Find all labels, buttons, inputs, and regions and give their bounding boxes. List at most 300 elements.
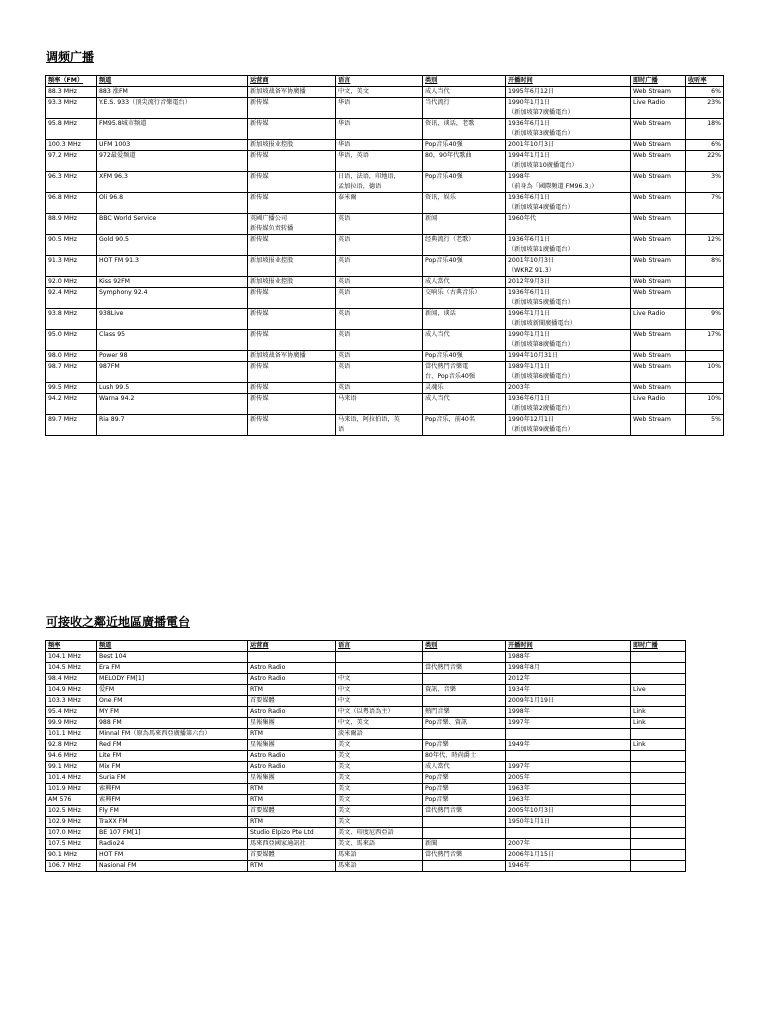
table-cell: 101.9 MHz xyxy=(46,784,97,795)
table-cell: Class 95 xyxy=(97,330,248,351)
table-cell xyxy=(631,806,686,817)
table-cell xyxy=(423,861,506,872)
table-cell: 90.1 MHz xyxy=(46,850,97,861)
table-cell: FM95.8城市频道 xyxy=(97,119,248,140)
table-cell: 98.0 MHz xyxy=(46,351,97,362)
table-cell: 2003年 xyxy=(506,383,631,394)
table-cell: 96.3 MHz xyxy=(46,172,97,193)
table-row xyxy=(46,795,686,806)
table-cell: 英语 xyxy=(336,309,423,330)
table-cell: HOT FM xyxy=(97,850,248,861)
table-cell: Link xyxy=(631,707,686,718)
table-cell: Pop音樂、資訊 xyxy=(423,718,506,729)
table-cell: 新加坡报业控股 xyxy=(248,277,336,288)
table-cell: 18% xyxy=(686,119,724,140)
table-cell: 102.9 MHz xyxy=(46,817,97,828)
table-cell: 新传媒 xyxy=(248,172,336,193)
table-cell: 資訊、音樂 xyxy=(423,685,506,696)
table-cell: Live Radio xyxy=(631,98,686,119)
table-cell: 12% xyxy=(686,235,724,256)
table-cell: 1998年 xyxy=(506,707,631,718)
table-row xyxy=(46,674,686,685)
table-cell: Minnal FM（原為馬來西亞廣播第六台） xyxy=(97,729,248,740)
table-row xyxy=(46,652,686,663)
table-cell: 1997年 xyxy=(506,718,631,729)
table-cell: 1994年1月1日 （新加坡第10廣播電台） xyxy=(506,151,631,172)
table-row xyxy=(46,762,686,773)
table-row xyxy=(46,663,686,674)
table-cell: 1963年 xyxy=(506,784,631,795)
table-cell: Web Stream xyxy=(631,362,686,383)
table-cell: 2001年10月3日 （WKRZ 91.3） xyxy=(506,256,631,277)
table-cell: Best 104 xyxy=(97,652,248,663)
table-cell: 5% xyxy=(686,415,724,436)
table-cell: 1994年10月31日 xyxy=(506,351,631,362)
table-cell: 1936年6月1日 （新加坡第3廣播電台） xyxy=(506,119,631,140)
table-cell: 101.1 MHz xyxy=(46,729,97,740)
table-cell xyxy=(631,674,686,685)
table-cell: 1990年1月1日 （新加坡第8廣播電台） xyxy=(506,330,631,351)
column-header: 类别 xyxy=(423,76,506,87)
table-cell: 中文（以粤语為主） xyxy=(336,707,423,718)
table-row xyxy=(46,828,686,839)
table-cell: TraXX FM xyxy=(97,817,248,828)
table-cell: BBC World Service xyxy=(97,214,248,235)
table-cell: 1936年6月1日 （新加坡第5廣播電台） xyxy=(506,288,631,309)
table-cell: 当代流行 xyxy=(423,98,506,119)
table-cell: Web Stream xyxy=(631,235,686,256)
table-cell xyxy=(336,652,423,663)
table-cell: 1988年 xyxy=(506,652,631,663)
table-cell: 马来语 xyxy=(336,394,423,415)
table-cell: 95.8 MHz xyxy=(46,119,97,140)
table-cell xyxy=(686,383,724,394)
table-cell: 3% xyxy=(686,172,724,193)
table-row xyxy=(46,256,724,277)
table-cell: 英语 xyxy=(336,256,423,277)
table-cell: 2005年 xyxy=(506,773,631,784)
table-cell: 美文 xyxy=(336,784,423,795)
table-cell: 星報集團 xyxy=(248,740,336,751)
table-cell: Astro Radio xyxy=(248,707,336,718)
table-cell: 英语 xyxy=(336,351,423,362)
table-cell: 交响乐（古典音乐） xyxy=(423,288,506,309)
table-cell: 2012年 xyxy=(506,674,631,685)
table-row xyxy=(46,773,686,784)
table-cell xyxy=(631,663,686,674)
table-cell: 美文 xyxy=(336,817,423,828)
table-cell: Symphony 92.4 xyxy=(97,288,248,309)
table-cell: XFM 96.3 xyxy=(97,172,248,193)
table-cell xyxy=(631,861,686,872)
table-cell: 馬來語 xyxy=(336,861,423,872)
table-cell: 美文、印度尼西亞語 xyxy=(336,828,423,839)
table-cell: Link xyxy=(631,718,686,729)
table-row xyxy=(46,87,724,98)
table-cell: 新传媒 xyxy=(248,193,336,214)
table-cell: 1997年 xyxy=(506,762,631,773)
table-cell: 7% xyxy=(686,193,724,214)
table-cell: 2006年1月15日 xyxy=(506,850,631,861)
table-cell: Lite FM xyxy=(97,751,248,762)
table-cell: Pop音樂 xyxy=(423,773,506,784)
table-cell: 80年代、時尚爵士 xyxy=(423,751,506,762)
table-cell: RTM xyxy=(248,784,336,795)
table-cell xyxy=(686,351,724,362)
table-cell: 1936年6月1日 （新加坡第4廣播電台） xyxy=(506,193,631,214)
table-row xyxy=(46,861,686,872)
table-cell: Studio Elpizo Pte Ltd xyxy=(248,828,336,839)
table-cell: 首要媒體 xyxy=(248,806,336,817)
table-cell: 新传媒 xyxy=(248,415,336,436)
table-cell: 88.3 MHz xyxy=(46,87,97,98)
column-header: 语言 xyxy=(336,76,423,87)
table-cell xyxy=(423,696,506,707)
table-cell: 98.7 MHz xyxy=(46,362,97,383)
table-cell: 1946年 xyxy=(506,861,631,872)
table-cell: Oli 96.8 xyxy=(97,193,248,214)
table-cell: 华语，英语 xyxy=(336,151,423,172)
table-cell: 美文 xyxy=(336,740,423,751)
table-cell: 80，90年代歌曲 xyxy=(423,151,506,172)
column-header: 即时广播 xyxy=(631,641,686,652)
table-cell: Nasional FM xyxy=(97,861,248,872)
table-cell: 成人當代 xyxy=(423,762,506,773)
table-cell: 1998年 （前身為「國際頻道 FM96.3」） xyxy=(506,172,631,193)
table-cell: 成人当代 xyxy=(423,87,506,98)
table-cell: 101.4 MHz xyxy=(46,773,97,784)
table-cell: RTM xyxy=(248,795,336,806)
table-header-row xyxy=(46,641,686,652)
table-cell: 英语 xyxy=(336,277,423,288)
table-cell: Mix FM xyxy=(97,762,248,773)
table-cell: RTM xyxy=(248,817,336,828)
table-cell: 17% xyxy=(686,330,724,351)
table-cell: 104.9 MHz xyxy=(46,685,97,696)
table-cell: 成人當代 xyxy=(423,277,506,288)
table-cell: 2012年9月3日 xyxy=(506,277,631,288)
table-cell: 英语 xyxy=(336,288,423,309)
table-cell: 资讯，谈话，老歌 xyxy=(423,119,506,140)
table-cell: 106.7 MHz xyxy=(46,861,97,872)
table-cell: 1934年 xyxy=(506,685,631,696)
table-cell xyxy=(506,751,631,762)
table-cell: 987FM xyxy=(97,362,248,383)
table-cell: 新加坡战备军协廣播 xyxy=(248,87,336,98)
table-cell: 美文 xyxy=(336,795,423,806)
table-cell: 新传媒 xyxy=(248,309,336,330)
table-cell: Web Stream xyxy=(631,351,686,362)
table-cell: Pop音乐40强 xyxy=(423,172,506,193)
table-cell: Web Stream xyxy=(631,330,686,351)
table-cell: Live xyxy=(631,685,686,696)
column-header: 运营商 xyxy=(248,76,336,87)
column-header: 开播时间 xyxy=(506,641,631,652)
table-cell: 1990年1月1日 （新加坡第7廣播電台） xyxy=(506,98,631,119)
table-cell: Web Stream xyxy=(631,193,686,214)
table-cell: Pop音樂 xyxy=(423,784,506,795)
table-row xyxy=(46,98,724,119)
table-cell: 美文 xyxy=(336,806,423,817)
table-cell: 成人当代 xyxy=(423,394,506,415)
table-header-row xyxy=(46,76,724,87)
table-cell: 93.8 MHz xyxy=(46,309,97,330)
table-cell: 當代熱門音樂 xyxy=(423,850,506,861)
table-cell: 新传媒 xyxy=(248,119,336,140)
table-cell xyxy=(506,729,631,740)
table-cell: 1996年1月1日 （新加坡新聞廣播電台） xyxy=(506,309,631,330)
table-row xyxy=(46,193,724,214)
table-cell: Web Stream xyxy=(631,277,686,288)
table-cell xyxy=(631,652,686,663)
table-cell: 新传媒 xyxy=(248,151,336,172)
table-row xyxy=(46,235,724,256)
table-cell: Power 98 xyxy=(97,351,248,362)
table-cell: 英语 xyxy=(336,362,423,383)
table-cell: 95.4 MHz xyxy=(46,707,97,718)
table-cell: Pop音樂 xyxy=(423,740,506,751)
table-cell: 新加坡报业控股 xyxy=(248,256,336,277)
table-cell xyxy=(631,850,686,861)
table-cell xyxy=(248,652,336,663)
table-cell: Web Stream xyxy=(631,140,686,151)
table-cell: 2001年10月3日 xyxy=(506,140,631,151)
table-cell: 2005年10月3日 xyxy=(506,806,631,817)
table-cell: Web Stream xyxy=(631,119,686,140)
table-cell: 1936年6月1日 （新加坡第2廣播電台） xyxy=(506,394,631,415)
table-row xyxy=(46,751,686,762)
table-row xyxy=(46,277,724,288)
table-cell xyxy=(686,288,724,309)
table-cell: Astro Radio xyxy=(248,674,336,685)
table-cell: 6% xyxy=(686,87,724,98)
table-cell: 94.2 MHz xyxy=(46,394,97,415)
column-header: 即时广播 xyxy=(631,76,686,87)
table-cell: 94.6 MHz xyxy=(46,751,97,762)
table-cell: 中文 xyxy=(336,674,423,685)
table-cell: BE 107 FM[1] xyxy=(97,828,248,839)
table-row xyxy=(46,309,724,330)
table-cell: 102.5 MHz xyxy=(46,806,97,817)
table-cell: 馬來西亞國家通訊社 xyxy=(248,839,336,850)
column-header: 运营商 xyxy=(248,641,336,652)
table-cell: 星報集團 xyxy=(248,773,336,784)
table-cell: Web Stream xyxy=(631,383,686,394)
table-cell xyxy=(631,817,686,828)
table-cell: RTM xyxy=(248,685,336,696)
table-cell: 新传媒 xyxy=(248,288,336,309)
table-cell: 新传媒 xyxy=(248,330,336,351)
table-cell: Lush 99.5 xyxy=(97,383,248,394)
table-cell: 89.7 MHz xyxy=(46,415,97,436)
table-cell: 美文、馬來語 xyxy=(336,839,423,850)
table-cell: Radio24 xyxy=(97,839,248,850)
table-cell: Pop音乐40强 xyxy=(423,256,506,277)
table-cell: 1960年代 xyxy=(506,214,631,235)
column-header: 语言 xyxy=(336,641,423,652)
table-cell: 8% xyxy=(686,256,724,277)
table-cell: 883 涨FM xyxy=(97,87,248,98)
table-cell xyxy=(336,663,423,674)
table-cell: One FM xyxy=(97,696,248,707)
table-cell: MY FM xyxy=(97,707,248,718)
table-row xyxy=(46,351,724,362)
table-cell: 9% xyxy=(686,309,724,330)
table-cell: Era FM xyxy=(97,663,248,674)
table-cell: 新闻，谈话 xyxy=(423,309,506,330)
column-header: 频道 xyxy=(97,641,248,652)
table-cell xyxy=(423,817,506,828)
table-cell xyxy=(631,784,686,795)
table-cell: 英语 xyxy=(336,214,423,235)
section-title-nearby: 可接收之鄰近地區廣播電台 xyxy=(46,615,191,629)
table-cell: 新闻 xyxy=(423,214,506,235)
table-cell: Pop音樂 xyxy=(423,795,506,806)
table-cell: Pop音乐40强 xyxy=(423,140,506,151)
table-cell: 淡米爾語 xyxy=(336,729,423,740)
table-cell: 资讯，娱乐 xyxy=(423,193,506,214)
table-cell: 1949年 xyxy=(506,740,631,751)
table-cell: Live Radio xyxy=(631,309,686,330)
table-cell: 98.4 MHz xyxy=(46,674,97,685)
table-cell: 99.1 MHz xyxy=(46,762,97,773)
table-cell: Red FM xyxy=(97,740,248,751)
table-cell: 英语 xyxy=(336,383,423,394)
table-row xyxy=(46,140,724,151)
table-cell: 92.0 MHz xyxy=(46,277,97,288)
table-cell: RTM xyxy=(248,729,336,740)
table-row xyxy=(46,330,724,351)
table-cell: 新传媒 xyxy=(248,98,336,119)
table-cell: 泰米爾 xyxy=(336,193,423,214)
table-row xyxy=(46,685,686,696)
table-cell: Web Stream xyxy=(631,214,686,235)
table-cell: 97.2 MHz xyxy=(46,151,97,172)
table-row xyxy=(46,729,686,740)
table-cell: 中文 xyxy=(336,685,423,696)
table-cell: 马来语，阿拉伯语，英 语 xyxy=(336,415,423,436)
table-cell: 92.8 MHz xyxy=(46,740,97,751)
table-cell: 1950年1月1日 xyxy=(506,817,631,828)
table-cell: 新传媒 xyxy=(248,383,336,394)
table-cell: RTM xyxy=(248,861,336,872)
table-cell: Pop音乐40强 xyxy=(423,351,506,362)
table-row xyxy=(46,718,686,729)
table-row xyxy=(46,119,724,140)
table-cell: 10% xyxy=(686,394,724,415)
table-row xyxy=(46,839,686,850)
table-cell: 95.0 MHz xyxy=(46,330,97,351)
table-row xyxy=(46,817,686,828)
table-cell: MELODY FM[1] xyxy=(97,674,248,685)
table-cell: 经典流行（老歌） xyxy=(423,235,506,256)
table-cell: Pop音乐，前40名 xyxy=(423,415,506,436)
table-row xyxy=(46,707,686,718)
table-cell: 100.3 MHz xyxy=(46,140,97,151)
table-row xyxy=(46,172,724,193)
table-cell: Y.E.S. 933（顶尖流行音樂電台） xyxy=(97,98,248,119)
table-cell: 104.5 MHz xyxy=(46,663,97,674)
table-cell: 104.1 MHz xyxy=(46,652,97,663)
table-cell: 索興FM xyxy=(97,795,248,806)
table-row xyxy=(46,806,686,817)
table-cell: 首要媒體 xyxy=(248,696,336,707)
table-cell: 新传媒 xyxy=(248,394,336,415)
table-cell: 103.3 MHz xyxy=(46,696,97,707)
table-cell xyxy=(423,652,506,663)
table-cell: 英语 xyxy=(336,330,423,351)
table-cell xyxy=(423,729,506,740)
fm-stations-table xyxy=(45,75,724,436)
table-cell: 988 FM xyxy=(97,718,248,729)
table-row xyxy=(46,415,724,436)
table-cell: 99.5 MHz xyxy=(46,383,97,394)
table-cell: 1936年6月1日 （新加坡第1廣播電台） xyxy=(506,235,631,256)
table-cell: 日语，法语，印地语， 孟加拉语，德语 xyxy=(336,172,423,193)
table-row xyxy=(46,784,686,795)
table-row xyxy=(46,288,724,309)
table-cell: HOT FM 91.3 xyxy=(97,256,248,277)
table-cell: 972最爱频道 xyxy=(97,151,248,172)
table-cell: 美文 xyxy=(336,762,423,773)
table-cell: Gold 90.5 xyxy=(97,235,248,256)
table-cell: AM 576 xyxy=(46,795,97,806)
table-row xyxy=(46,383,724,394)
column-header: 类别 xyxy=(423,641,506,652)
section-title-fm: 调频广播 xyxy=(46,50,95,64)
table-cell: Warna 94.2 xyxy=(97,394,248,415)
table-cell: 99.9 MHz xyxy=(46,718,97,729)
table-cell: 新传媒 xyxy=(248,362,336,383)
table-cell: 90.5 MHz xyxy=(46,235,97,256)
table-cell: 938Live xyxy=(97,309,248,330)
table-cell: 爱FM xyxy=(97,685,248,696)
table-cell: 2007年 xyxy=(506,839,631,850)
table-cell: 22% xyxy=(686,151,724,172)
table-cell: Web Stream xyxy=(631,151,686,172)
table-row xyxy=(46,394,724,415)
table-cell: 灵魂乐 xyxy=(423,383,506,394)
table-cell: Fly FM xyxy=(97,806,248,817)
table-cell: 23% xyxy=(686,98,724,119)
table-cell: Web Stream xyxy=(631,256,686,277)
table-cell xyxy=(631,762,686,773)
table-row xyxy=(46,696,686,707)
table-cell: 92.4 MHz xyxy=(46,288,97,309)
table-cell: 91.3 MHz xyxy=(46,256,97,277)
table-cell: Ria 89.7 xyxy=(97,415,248,436)
table-cell: 索興FM xyxy=(97,784,248,795)
table-cell: 1989年1月1日 （新加坡第6廣播電台） xyxy=(506,362,631,383)
table-cell: Web Stream xyxy=(631,288,686,309)
table-cell xyxy=(631,795,686,806)
table-cell xyxy=(631,751,686,762)
nearby-stations-table xyxy=(45,640,686,872)
column-header: 频率 xyxy=(46,641,97,652)
table-cell: Astro Radio xyxy=(248,663,336,674)
table-cell: 88.9 MHz xyxy=(46,214,97,235)
table-cell: Astro Radio xyxy=(248,751,336,762)
table-cell: Suria FM xyxy=(97,773,248,784)
table-cell: 2009年1月19日 xyxy=(506,696,631,707)
table-cell: 新聞 xyxy=(423,839,506,850)
table-cell xyxy=(686,214,724,235)
table-cell: Web Stream xyxy=(631,172,686,193)
table-cell xyxy=(631,729,686,740)
table-cell: 华语 xyxy=(336,98,423,119)
table-cell: 首要媒體 xyxy=(248,850,336,861)
table-row xyxy=(46,214,724,235)
